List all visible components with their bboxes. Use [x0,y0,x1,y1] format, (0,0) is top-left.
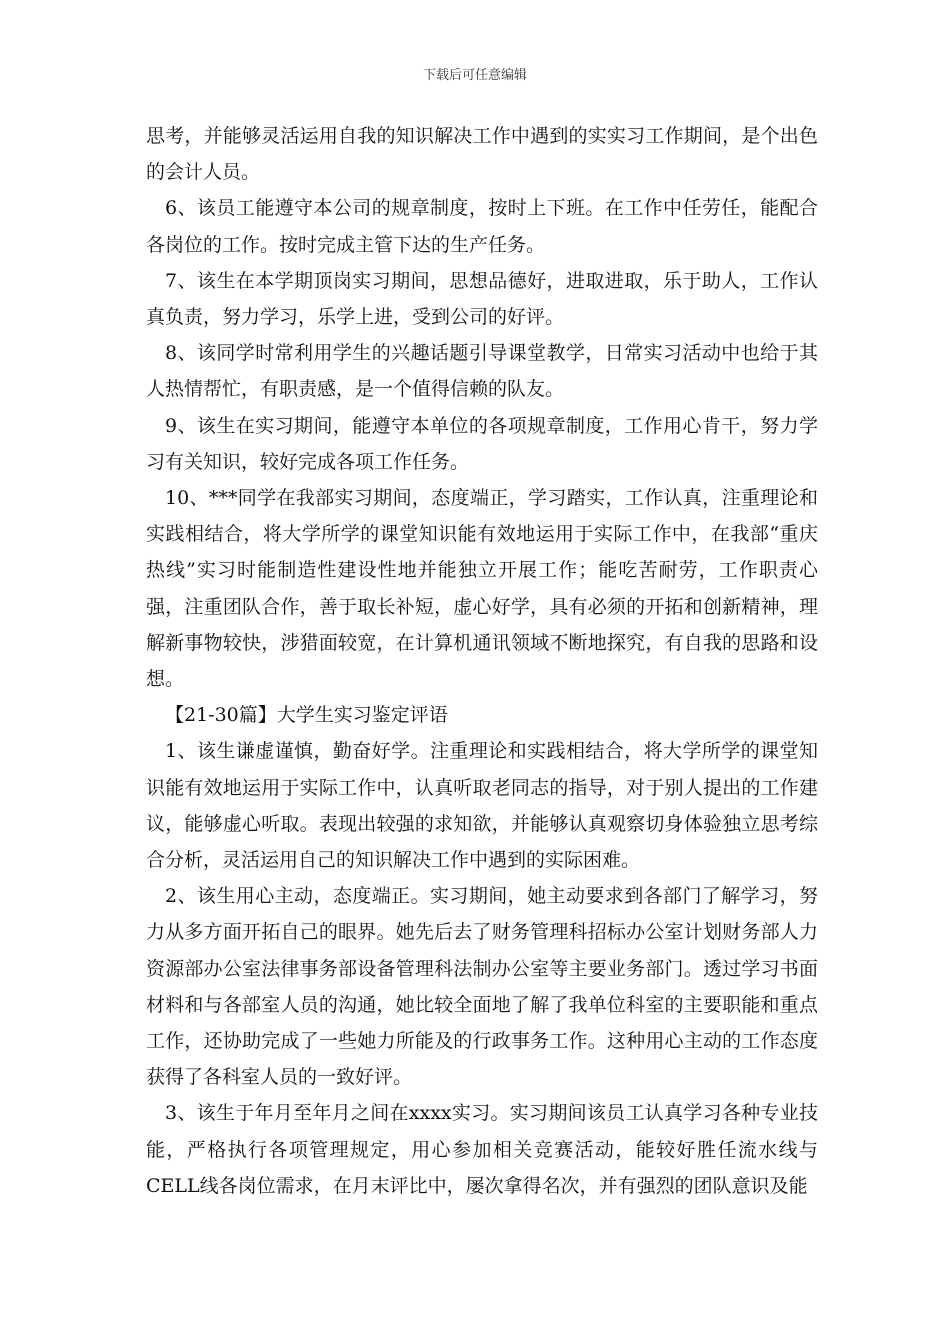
document-body [146,118,818,1204]
section-heading: 【21-30篇】大学生实习鉴定评语 [165,704,448,727]
paragraph-item-8: 8、该同学时常利用学生的兴趣话题引导课堂教学，日常实习活动中也给于其人热情帮忙，有职责感，是一个值得信赖的队友。 [146,342,818,401]
paragraph-item-3: 3、该生于年月至年月之间在xxxx实习。实习期间该员工认真学习各种专业技能，严格执行各项管理规定，用心参加相关竞赛活动，能较好胜任流水线与CELL线各岗位需求，在月末评比中，屡次拿得名次，并有强烈的团队意识及能 [146,1102,818,1197]
paragraph-item-7: 7、该生在本学期顶岗实习期间，思想品德好，进取进取，乐于助人，工作认真负责，努力学习，乐学上进，受到公司的好评。 [146,269,818,329]
page-header: 下载后可任意编辑 [422,68,527,83]
paragraph-item-6: 6、该员工能遵守本公司的规章制度，按时上下班。在工作中任劳任，能配合各岗位的工作。按时完成主管下达的生产任务。 [146,197,818,256]
paragraph-continuation: 思考，并能够灵活运用自我的知识解决工作中遇到的实实习工作期间，是个出色的会计人员。 [146,125,818,184]
paragraph-item-9: 9、该生在实习期间，能遵守本单位的各项规章制度，工作用心肯干，努力学习有关知识，较好完成各项工作任务。 [146,414,818,473]
paragraph-item-2: 2、该生用心主动，态度端正。实习期间，她主动要求到各部门了解学习，努力从多方面开拓自己的眼界。她先后去了财务管理科招标办公室计划财务部人力资源部办公室法律事务部设备管理科法制办公室等主要业务部门。透过学习书面材料和与各部室人员的沟通，她比较全面地了解了我单位科室的主要职能和重点工作，还协助完成了一些她力所能及的行政事务工作。这种用心主动的工作态度获得了各科室人员的一致好评。 [146,885,818,1089]
paragraph-item-1: 1、该生谦虚谨慎，勤奋好学。注重理论和实践相结合，将大学所学的课堂知识能有效地运用于实际工作中，认真听取老同志的指导，对于别人提出的工作建议，能够虚心听取。表现出较强的求知欲，并能够认真观察切身体验独立思考综合分析，灵活运用自己的知识解决工作中遇到的实际困难。 [146,740,818,872]
paragraph-item-10: 10、***同学在我部实习期间，态度端正，学习踏实，工作认真，注重理论和实践相结合，将大学所学的课堂知识能有效地运用于实际工作中，在我部“重庆热线”实习时能制造性建设性地并能独立开展工作；能吃苦耐劳，工作职责心强，注重团队合作，善于取长补短，虚心好学，具有必须的开拓和创新精神，理解新事物较快，涉猎面较宽，在计算机通讯领域不断地探究，有自我的思路和设想。 [146,487,818,691]
